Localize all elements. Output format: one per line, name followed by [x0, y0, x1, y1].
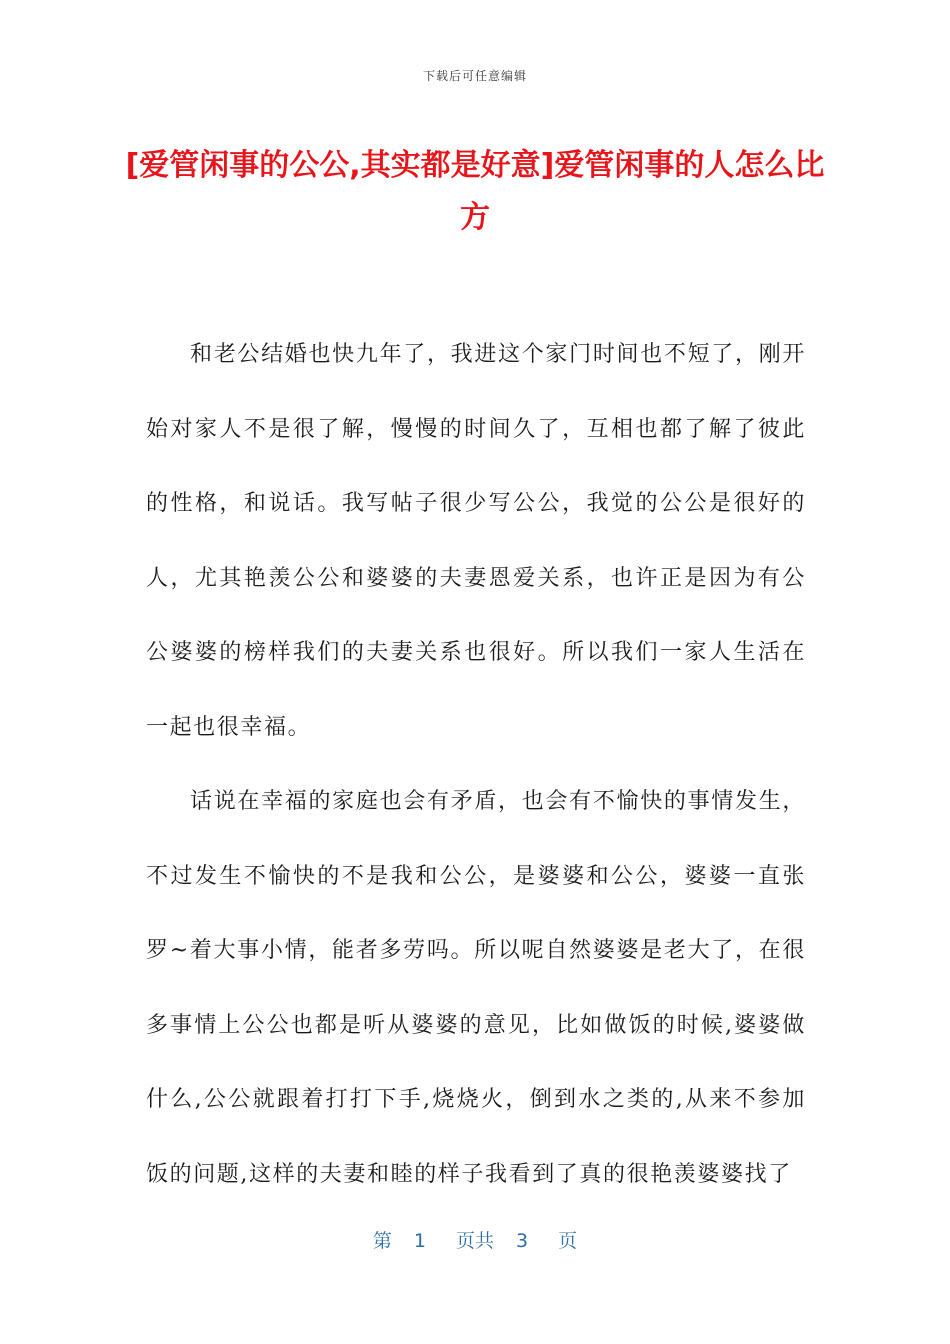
total-pages-number: 3 [516, 1230, 529, 1252]
page-label-prefix: 第 [372, 1230, 392, 1252]
current-page-number: 1 [413, 1230, 426, 1252]
page-footer [0, 1226, 950, 1253]
paragraph: 和老公结婚也快九年了，我进这个家门时间也不短了，刚开始对家人不是很了解，慢慢的时间久了，互相也都了解了彼此的性格，和说话。我写帖子很少写公公，我觉的公公是很好的人，尤其艳羡公公和婆婆的夫妻恩爱关系，也许正是因为有公公婆婆的榜样我们的夫妻关系也很好。所以我们一家人生活在一起也很幸福。 [146, 342, 806, 740]
page-label-mid: 页共 [455, 1230, 494, 1252]
document-body [146, 318, 806, 1212]
header-note: 下载后可任意编辑 [422, 69, 527, 83]
document-title: [爱管闲事的公公,其实都是好意]爱管闲事的人怎么比方 [125, 148, 825, 235]
paragraph: 话说在幸福的家庭也会有矛盾，也会有不愉快的事情发生，不过发生不愉快的不是我和公公，是婆婆和公公，婆婆一直张罗~着大事小情，能者多劳吗。所以呢自然婆婆是老大了，在很多事情上公公也都是听从婆婆的意见，比如做饭的时候,婆婆做什么,公公就跟着打打下手,烧烧火，倒到水之类的,从来不参加饭的问题,这样的夫妻和睦的样子我看到了真的很艳羡婆婆找了 [146, 789, 806, 1187]
page-label-suffix: 页 [558, 1230, 578, 1252]
